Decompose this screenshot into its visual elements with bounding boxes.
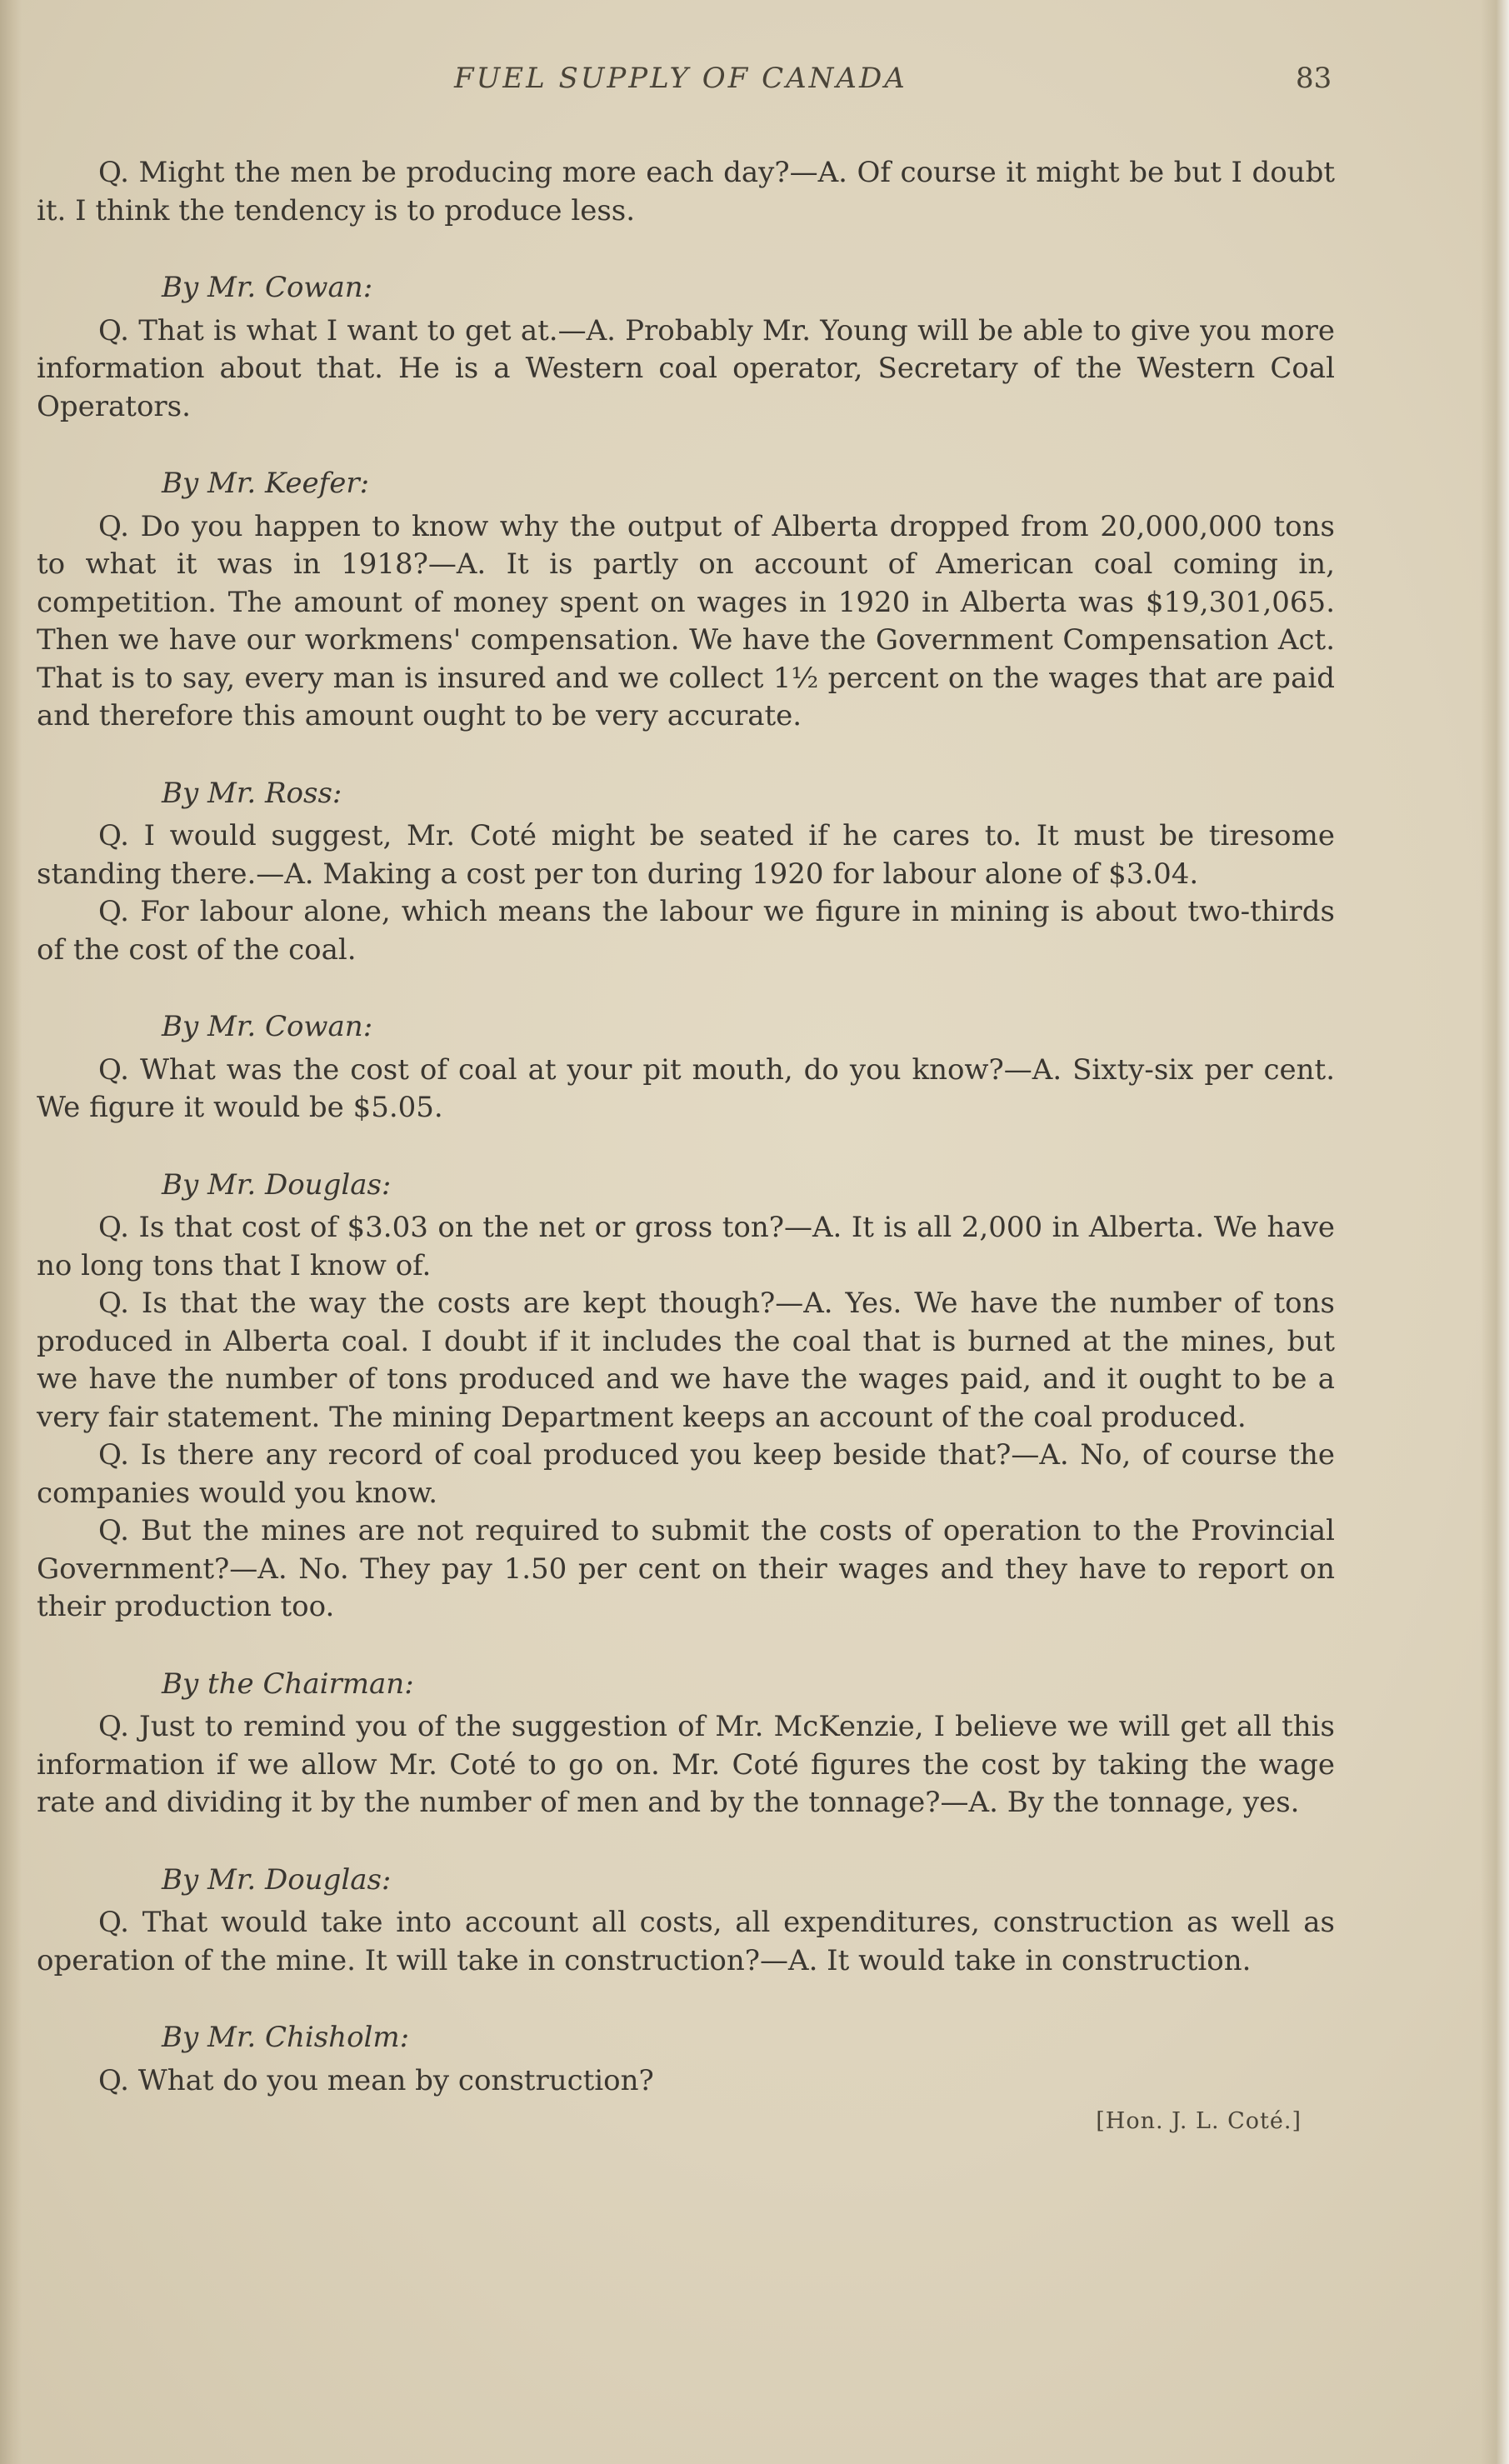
speaker-heading: By Mr. Douglas:	[162, 1862, 392, 1897]
speaker-heading: By Mr. Cowan:	[162, 271, 373, 304]
intro-paragraph: Q. Might the men be producing more each day?—A. Of course it might be but I doubt it. I think the tendency is to produce less.	[37, 156, 1335, 227]
speaker-heading: By Mr. Keefer:	[162, 467, 370, 500]
question-paragraph: Q. That would take into account all costs, all expenditures, construction as well as operation of the mine. It will take in construction?—A. It would take in construction.	[37, 1906, 1335, 1977]
section-chairman	[37, 1666, 1335, 1822]
question-paragraph: Q. For labour alone, which means the labour we figure in mining is about two-thirds of the cost of the coal.	[37, 895, 1335, 967]
running-head	[0, 62, 1509, 98]
running-title: FUEL SUPPLY OF CANADA	[454, 62, 907, 95]
question-paragraph: Q. But the mines are not required to submit the costs of operation to the Provincial Government?—A. No. They pay 1.50 per cent on their wages and they have to report on their production too.	[37, 1514, 1335, 1623]
section-douglas-2	[37, 1862, 1335, 1981]
section-cowan-2	[37, 1008, 1335, 1127]
section-douglas-1	[37, 1167, 1335, 1627]
question-paragraph: Q. Do you happen to know why the output of Alberta dropped from 20,000,000 tons to what it was in 1918?—A. It is partly on account of American coal coming in, competition. The amount of money spent on wages in 1920 in Alberta was $19,301,065. Then we have our workmens' compensation. We have the Government Compensation Act. That is to say, every man is insured and we collect 1½ percent on the wages that are paid and therefore this amount ought to be very accurate.	[37, 509, 1335, 732]
speaker-heading: By Mr. Ross:	[162, 776, 342, 810]
transcript-body	[37, 154, 1335, 2134]
section-chisholm	[37, 2019, 1335, 2100]
speaker-heading: By the Chairman:	[162, 1667, 414, 1701]
witness-attribution: [Hon. J. L. Coté.]	[1096, 2108, 1302, 2134]
section-ross	[37, 775, 1335, 970]
question-paragraph: Q. What do you mean by construction?	[98, 2063, 654, 2097]
page-number: 83	[1296, 62, 1332, 95]
question-paragraph: Q. That is what I want to get at.—A. Probably Mr. Young will be able to give you more information about that. He is a Western coal operator, Secretary of the Western Coal Operators.	[37, 313, 1335, 423]
question-paragraph: Q. Is that cost of $3.03 on the net or gross ton?—A. It is all 2,000 in Alberta. We have no long tons that I know of.	[37, 1211, 1335, 1282]
speaker-heading: By Mr. Douglas:	[162, 1167, 392, 1202]
section-cowan-1	[37, 269, 1335, 426]
page-left-edge-shadow	[0, 0, 22, 2464]
question-paragraph: Q. I would suggest, Mr. Coté might be seated if he cares to. It must be tiresome standing there.—A. Making a cost per ton during 1920 for labour alone of $3.04.	[37, 819, 1335, 891]
question-paragraph: Q. Is there any record of coal produced you keep beside that?—A. No, of course the companies would you know.	[37, 1438, 1335, 1510]
page-right-edge-shadow	[1481, 0, 1509, 2464]
question-paragraph: Q. What was the cost of coal at your pit mouth, do you know?—A. Sixty-six per cent. We figure it would be $5.05.	[37, 1052, 1335, 1124]
speaker-heading: By Mr. Chisholm:	[162, 2021, 410, 2054]
section-keefer	[37, 465, 1335, 736]
question-paragraph: Q. Just to remind you of the suggestion of Mr. McKenzie, I believe we will get all this information if we allow Mr. Coté to go on. Mr. Coté figures the cost by taking the wage rate and dividing it by the number of men and by the tonnage?—A. By the tonnage, yes.	[37, 1710, 1335, 1819]
speaker-heading: By Mr. Cowan:	[162, 1010, 373, 1043]
question-paragraph: Q. Is that the way the costs are kept though?—A. Yes. We have the number of tons produced in Alberta coal. I doubt if it includes the coal that is burned at the mines, but we have the number of tons produced and we have the wages paid, and it ought to be a very fair statement. The mining Department keeps an account of the coal produced.	[37, 1287, 1335, 1434]
